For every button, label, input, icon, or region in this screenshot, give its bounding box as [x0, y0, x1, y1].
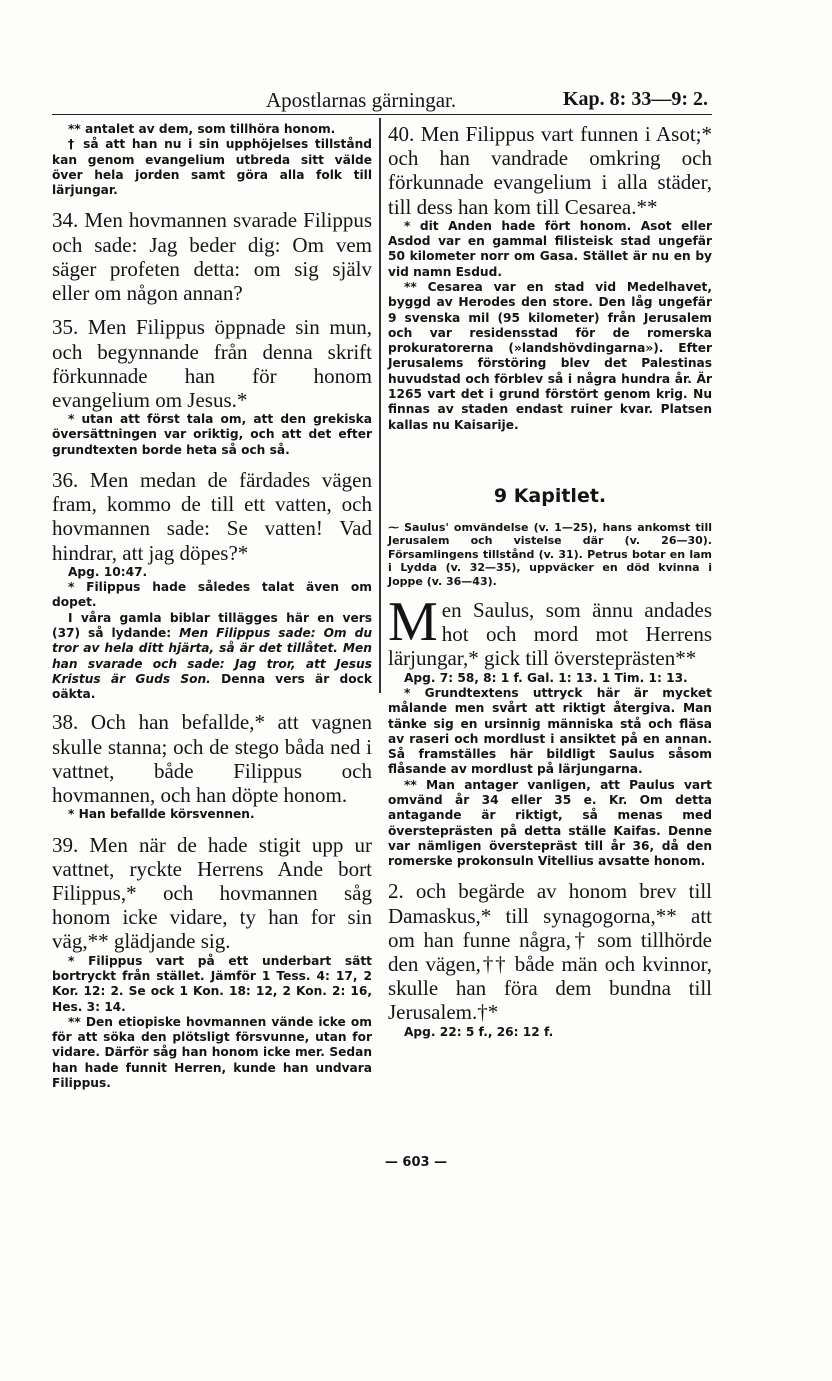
cross-reference: Apg. 7: 58, 8: 1 f. Gal. 1: 13. 1 Tim. 1: 13. [404, 670, 688, 685]
running-header [52, 88, 712, 115]
verse-1-text: en Saulus, som ännu andades hot och mord mot Herrens lärjungar,* gick till översteprästen** [388, 598, 712, 671]
footnote [52, 611, 372, 703]
footnote: * Filippus hade således talat även om dopet. [52, 580, 372, 610]
footnote-italic-quote: Men Filippus sade: Om du tror av hela ditt hjärta, så är det tillåtet. Men han svarade och sade: Jag tror, att Jesus Kristus är Guds Son. [52, 626, 372, 686]
verse-40: 40. Men Filippus vart funnen i Asot;* och han vandrade omkring och förkunnade evangelium i alla städer, till dess han kom till Cesarea.** [388, 122, 712, 219]
verse-35: 35. Men Filippus öppnade sin mun, och begynnande från denna skrift förkunnade han för honom evangelium om Jesus.* [52, 315, 372, 412]
footnote: ** Cesarea var en stad vid Medelhavet, byggd av Herodes den store. Den låg ungefär 9 svenska mil (95 kilometer) från Jerusalem och var residensstad för de romerska prokuratorerna (»landshövdingarna»). Efter Jerusalems förstöring blev det Palestinas huvudstad och förblev så i några hundra år. Är 1265 vart det i grund förstört genom krig. Nu finnas av staden endast ruiner kvar. Platsen kallas nu Kaisarije. [388, 280, 712, 432]
chapter-reference: Kap. 8: 33—9: 2. [563, 88, 708, 110]
verse-34: 34. Men hovmannen svarade Filippus och sade: Jag beder dig: Om vem säger profeten detta: om sig själv eller om någon annan? [52, 208, 372, 306]
right-column [388, 122, 712, 1040]
footnote: ** antalet av dem, som tillhöra honom. [68, 122, 336, 136]
footnote: † så att han nu i sin upphöjelses tillstånd kan genom evangelium utbreda sitt välde över hela jorden samt göra alla folk till lärjungar. [52, 137, 372, 198]
book-title: Apostlarnas gärningar. [266, 88, 457, 112]
footnote-text: I våra gamla biblar tillägges här en vers (37) så lydande: [52, 610, 372, 640]
verse-2: 2. och begärde av honom brev till Damaskus,* till synagogorna,** att om han funne några,† som tillhörde den vägen,†† både män och kvinnor, skulle han föra dem bundna till Jerusalem.†* [388, 879, 712, 1025]
verse-1 [388, 591, 712, 671]
column-divider [379, 118, 381, 693]
chapter-heading: 9 Kapitlet. [493, 484, 607, 507]
page-number: — 603 — [384, 1155, 448, 1170]
verse-36: 36. Men medan de färdades vägen fram, kommo de till ett vatten, och hovmannen sade: Se vatten! Vad hindrar, att jag döpes?* [52, 468, 372, 565]
footnote: * Grundtextens uttryck här är mycket målande men svårt att riktigt återgiva. Man tänke sig en ursinnig människa stå och fläsa av raseri och mordlust i ansiktet på en annan. Så framställes här bildligt Saulus såsom flåsande av mordlust på lärjungarna. [388, 685, 712, 777]
chapter-summary: ⁓ Saulus' omvändelse (v. 1—25), hans ankomst till Jerusalem och vistelse där (v. 26—30). Församlingens tillstånd (v. 31). Petrus botar en lam i Lydda (v. 32—35), uppväcker en död kvinna i Joppe (v. 36—43). [388, 520, 712, 588]
footnote: * Han befallde körsvennen. [68, 807, 255, 822]
footnote: * utan att först tala om, att den grekiska översättningen var oriktig, och att det efter grundtexten borde heta så och så. [52, 412, 372, 457]
cross-reference: Apg. 22: 5 f., 26: 12 f. [404, 1024, 554, 1039]
left-column [52, 122, 372, 1091]
footnote-text: Denna vers är dock oäkta. [52, 671, 372, 702]
footnote: * dit Anden hade fört honom. Asot eller Asdod var en gammal filisteisk stad ungefär 50 kilometer norr om Gasa. Stället är nu en by vid namn Esdud. [388, 218, 712, 279]
drop-cap: M [388, 591, 438, 653]
footnote: * Filippus vart på ett underbart sätt bortryckt från stället. Jämför 1 Tess. 4: 17, 2 Kor. 12: 2. Se ock 1 Kon. 18: 12, 2 Kon. 2: 16, Hes. 3: 14. [52, 953, 372, 1014]
cross-reference: Apg. 10:47. [68, 564, 148, 579]
verse-39: 39. Men när de hade stigit upp ur vattnet, ryckte Herrens Ande bort Filippus,* och hovmannen såg honom icke vidare, ty han for sin väg,** glädjande sig. [52, 832, 372, 954]
footnote: ** Den etiopiske hovmannen vände icke om för att söka den plötsligt försvunne, utan for vidare. Därför såg han honom icke mer. Sedan han hade funnit Herren, kunde han undvara Filippus. [52, 1014, 372, 1090]
footnote: ** Man antager vanligen, att Paulus vart omvänd år 34 eller 35 e. Kr. Om detta antagande är riktigt, så menas med översteprästen på detta ställe Kaifas. Denne var nämligen överstepräst till år 36, då den romerske prokonsuln Vitellius avsatte honom. [388, 777, 712, 869]
verse-38: 38. Och han befallde,* att vagnen skulle stanna; och de stego båda ned i vattnet, både Filippus och hovmannen, och han döpte honom. [52, 710, 372, 808]
